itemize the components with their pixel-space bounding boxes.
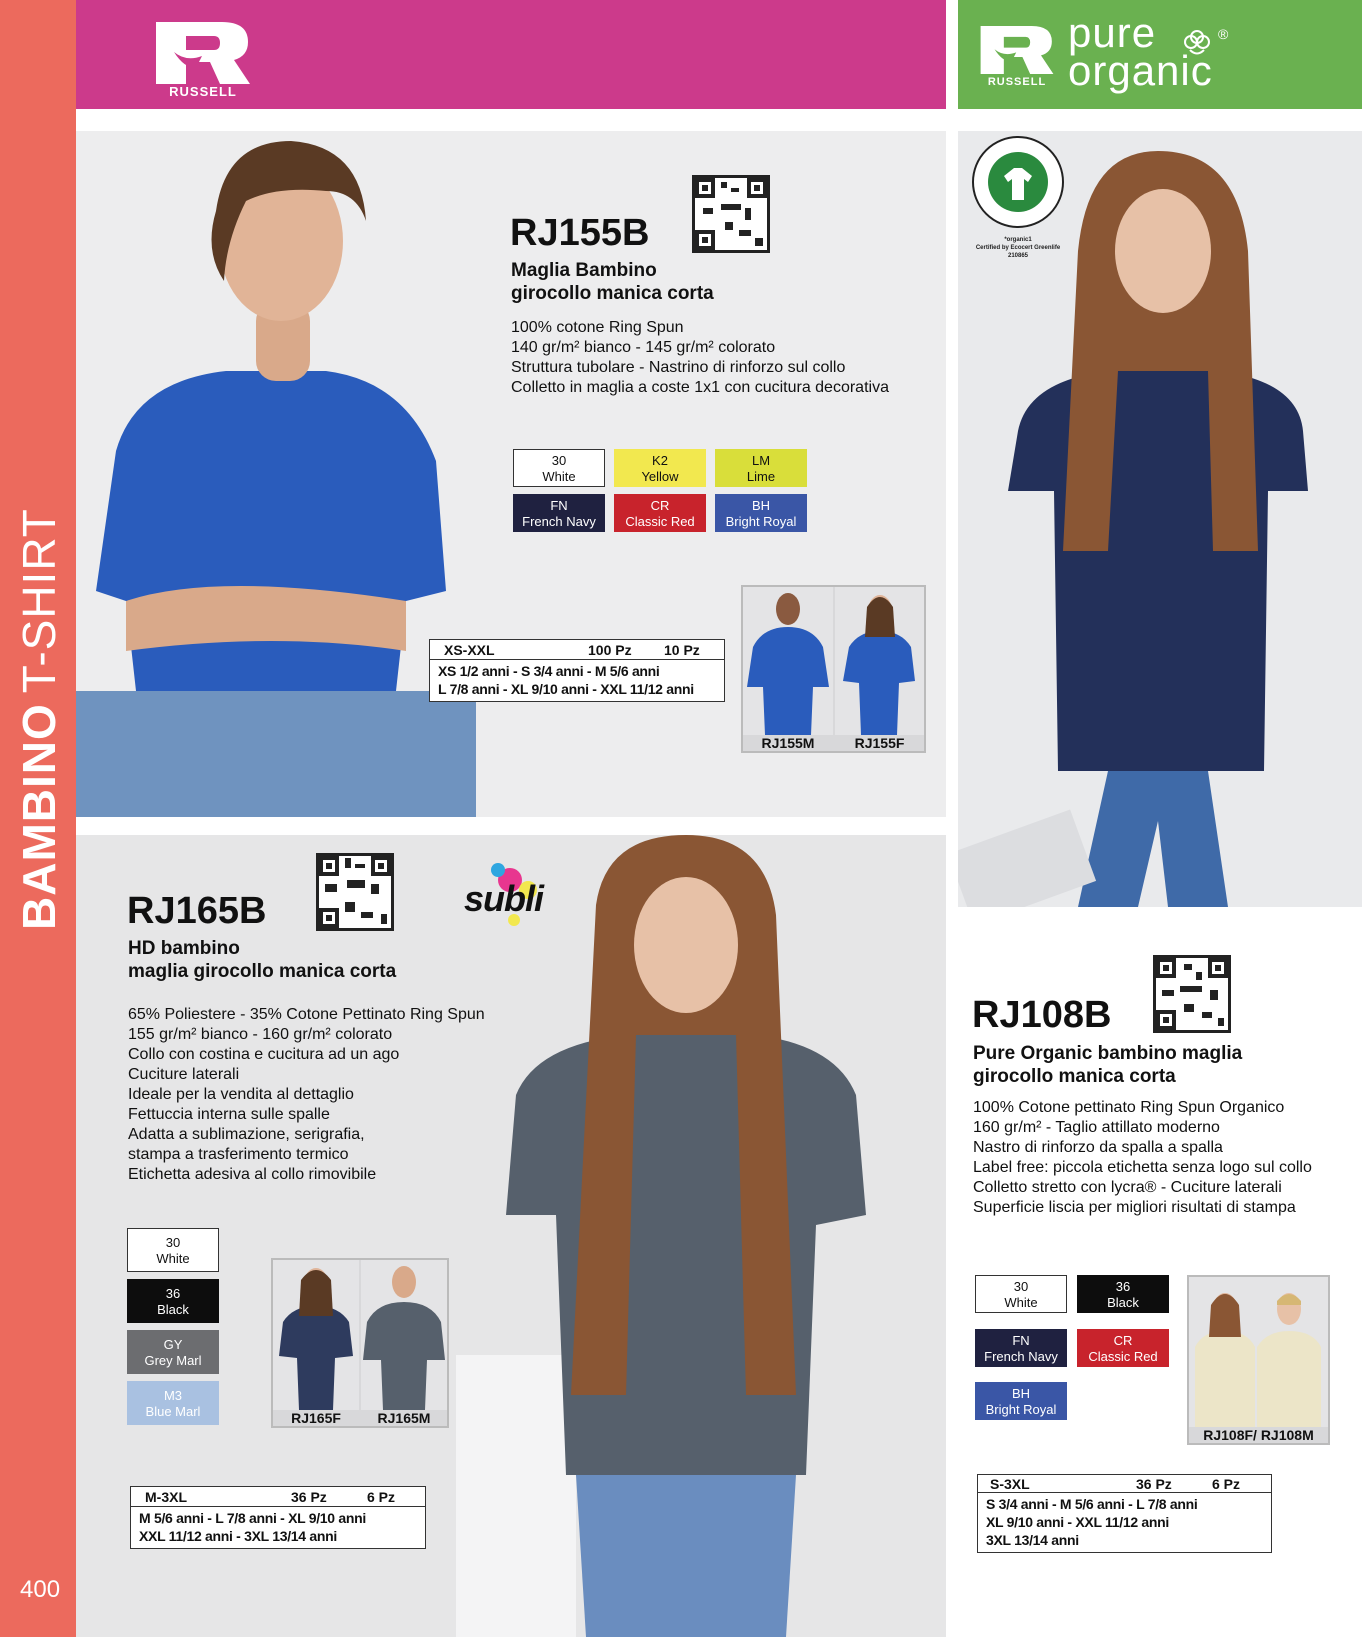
rj165b-description [128, 1005, 485, 1185]
gots-caption-line: 210865 [1007, 253, 1029, 259]
swatch-code: 30 [165, 1235, 181, 1250]
section-title [14, 508, 64, 930]
swatch-name: Yellow [641, 469, 679, 484]
rj108b-code: RJ108B [972, 994, 1112, 1036]
swatch-code: 36 [165, 1286, 181, 1301]
swatch-code: BH [1011, 1386, 1031, 1401]
swatch-name: Grey Marl [144, 1353, 202, 1368]
qr-code-icon [695, 178, 767, 250]
rj155b-subtitle-line: Maglia Bambino [511, 260, 657, 281]
girl-grey-shirt-photo-icon [456, 835, 946, 1637]
rj165b-desc-line: Collo con costina e cucitura ad un ago [128, 1046, 400, 1063]
pure-text: pure [1068, 9, 1157, 56]
rj155b-desc-line: Colletto in maglia a coste 1x1 con cucitura decorativa [511, 379, 889, 396]
swatch-code: FN [1012, 1333, 1030, 1348]
rj165b-desc-line: stampa a trasferimento termico [128, 1146, 349, 1163]
color-swatch [127, 1279, 219, 1323]
woman-model-thumb-icon [835, 587, 924, 735]
color-swatch [127, 1228, 219, 1272]
color-swatch [975, 1382, 1067, 1420]
color-swatch [127, 1330, 219, 1374]
swatch-name: Black [157, 1302, 189, 1317]
page-number: 400 [20, 1576, 61, 1603]
swatch-name: French Navy [522, 514, 596, 529]
gots-caption-line: Certified by Ecocert Greenlife [975, 245, 1061, 251]
swatch-name: Blue Marl [145, 1404, 201, 1419]
rj165b-desc-line: Cuciture laterali [128, 1066, 240, 1083]
swatch-name: Bright Royal [985, 1402, 1057, 1417]
rj165b-desc-line: Ideale per la vendita al dettaglio [128, 1086, 354, 1103]
swatch-code: LM [751, 453, 771, 468]
rj165b-subtitle-line: maglia girocollo manica corta [128, 961, 397, 982]
rj165b-desc-line: Fettuccia interna sulle spalle [128, 1106, 330, 1123]
rj165b-desc-line: 65% Poliestere - 35% Cotone Pettinato Ring Spun [128, 1006, 485, 1023]
rj108b-subtitle-line: Pure Organic bambino maglia [973, 1043, 1243, 1064]
thumb-label: RJ155F [854, 735, 905, 751]
pack-qty-1: 36 Pz [291, 1489, 327, 1505]
color-swatch [127, 1381, 219, 1425]
color-swatch [513, 449, 605, 487]
russell-wordmark-small: RUSSELL [987, 76, 1047, 88]
boy-photo-icon [76, 131, 496, 817]
size-row: XL 9/10 anni - XXL 11/12 anni [986, 1514, 1169, 1530]
rj155b-desc-line: 100% cotone Ring Spun [511, 319, 684, 336]
swatch-name: White [1004, 1295, 1038, 1310]
qr-code-icon [319, 856, 391, 928]
swatch-code: 30 [1013, 1279, 1029, 1294]
russell-wordmark: RUSSELL [169, 84, 237, 99]
rj108b-subtitle-line: girocollo manica corta [973, 1066, 1176, 1087]
size-range: XS-XXL [444, 642, 495, 658]
thumb-label: RJ165M [377, 1410, 431, 1426]
rj108b-desc-line: Label free: piccola etichetta senza logo sul collo [973, 1159, 1312, 1176]
russell-r-icon-small [980, 26, 1054, 74]
rj108b-desc-line: Colletto stretto con lycra® - Cuciture laterali [973, 1179, 1282, 1196]
thumb-label: RJ108F/ RJ108M [1203, 1427, 1314, 1443]
thumb-label: RJ155M [761, 735, 815, 751]
size-table-header [978, 1475, 1271, 1493]
swatch-name: Bright Royal [725, 514, 797, 529]
swatch-code: 30 [551, 453, 567, 468]
rj108b-qr-code [1153, 955, 1231, 1033]
pack-qty-1: 36 Pz [1136, 1476, 1172, 1492]
rj155b-subtitle [511, 259, 714, 305]
man-grey-shirt-thumb-icon [361, 1260, 447, 1410]
color-swatch [715, 449, 807, 487]
size-range: M-3XL [145, 1489, 187, 1505]
couple-model-thumb-icon [1189, 1277, 1328, 1427]
swatch-name: Black [1107, 1295, 1139, 1310]
size-row: L 7/8 anni - XL 9/10 anni - XXL 11/12 anni [438, 681, 694, 697]
size-range: S-3XL [990, 1476, 1030, 1492]
color-swatch [513, 494, 605, 532]
section-title-bold: BAMBINO [13, 703, 65, 930]
man-model-thumb-icon [743, 587, 833, 735]
pack-qty-2: 6 Pz [367, 1489, 396, 1505]
swatch-code: 36 [1115, 1279, 1131, 1294]
rj155b-desc-line: Struttura tubolare - Nastrino di rinforzo sul collo [511, 359, 846, 376]
rj165b-desc-line: Adatta a sublimazione, serigrafia, [128, 1126, 365, 1143]
gots-caption [966, 236, 1070, 260]
rj155b-subtitle-line: girocollo manica corta [511, 283, 714, 304]
thumb-label: RJ165F [291, 1410, 341, 1426]
rj165b-size-table [130, 1486, 426, 1549]
subli-wordmark: subli [464, 878, 544, 919]
size-row: 3XL 13/14 anni [986, 1532, 1079, 1548]
color-swatch [975, 1329, 1067, 1367]
qr-code-icon [1156, 958, 1228, 1030]
woman-grey-shirt-thumb-icon [273, 1260, 359, 1410]
color-swatch [975, 1275, 1067, 1313]
swatch-code: K2 [652, 453, 668, 468]
rj155b-related-thumbnails [741, 585, 926, 753]
size-table-rows [978, 1493, 1271, 1552]
color-swatch [1077, 1329, 1169, 1367]
russell-r-icon [156, 22, 250, 84]
size-row: M 5/6 anni - L 7/8 anni - XL 9/10 anni [139, 1510, 366, 1526]
color-swatch [715, 494, 807, 532]
rj108b-subtitle [973, 1042, 1242, 1088]
rj165b-related-thumbnails [271, 1258, 449, 1428]
swatch-name: Classic Red [625, 514, 695, 529]
swatch-name: Lime [746, 469, 776, 484]
rj108b-related-thumbnails [1187, 1275, 1330, 1445]
size-row: XS 1/2 anni - S 3/4 anni - M 5/6 anni [438, 663, 660, 679]
cotton-flower-icon [1182, 30, 1212, 58]
swatch-code: M3 [163, 1388, 183, 1403]
pack-qty-2: 6 Pz [1212, 1476, 1241, 1492]
rj155b-desc-line: 140 gr/m² bianco - 145 gr/m² colorato [511, 339, 776, 356]
rj165b-desc-line: 155 gr/m² bianco - 160 gr/m² colorato [128, 1026, 393, 1043]
size-table-rows [131, 1507, 425, 1548]
size-table-header [131, 1487, 425, 1507]
swatch-name: White [542, 469, 576, 484]
rj155b-qr-code [692, 175, 770, 253]
rj108b-desc-line: Nastro di rinforzo da spalla a spalla [973, 1139, 1223, 1156]
swatch-name: White [156, 1251, 190, 1266]
size-row: XXL 11/12 anni - 3XL 13/14 anni [139, 1528, 337, 1544]
pack-qty-2: 10 Pz [664, 642, 700, 658]
registered-mark: ® [1218, 26, 1229, 42]
swatch-code: FN [550, 498, 568, 513]
rj165b-code: RJ165B [127, 890, 267, 932]
swatch-code: CR [1113, 1333, 1133, 1348]
rj165b-desc-line: Etichetta adesiva al collo rimovibile [128, 1166, 377, 1183]
swatch-code: CR [650, 498, 670, 513]
size-row: S 3/4 anni - M 5/6 anni - L 7/8 anni [986, 1496, 1198, 1512]
size-table-rows [430, 660, 724, 701]
rj108b-size-table [977, 1474, 1272, 1553]
rj155b-description [511, 318, 889, 398]
organic-text: organic [1068, 47, 1213, 94]
gots-caption-line: *organic1 [1004, 237, 1032, 243]
size-table-header [430, 640, 724, 660]
swatch-name: Classic Red [1088, 1349, 1158, 1364]
rj108b-desc-line: Superficie liscia per migliori risultati di stampa [973, 1199, 1296, 1216]
russell-logo-small [980, 26, 1054, 90]
rj108b-description [973, 1098, 1312, 1218]
rj108b-desc-line: 160 gr/m² - Taglio attillato moderno [973, 1119, 1220, 1136]
rj108b-desc-line: 100% Cotone pettinato Ring Spun Organico [973, 1099, 1285, 1116]
rj155b-code: RJ155B [510, 212, 650, 254]
color-swatch [614, 449, 706, 487]
russell-logo [156, 22, 250, 100]
rj165b-qr-code [316, 853, 394, 931]
rj165b-subtitle [128, 937, 396, 983]
rj155b-size-table [429, 639, 725, 702]
color-swatch [1077, 1275, 1169, 1313]
color-swatch [614, 494, 706, 532]
pack-qty-1: 100 Pz [588, 642, 632, 658]
section-title-light: T-SHIRT [13, 508, 65, 694]
swatch-code: BH [751, 498, 771, 513]
swatch-name: French Navy [984, 1349, 1058, 1364]
swatch-code: GY [163, 1337, 183, 1352]
rj165b-subtitle-line: HD bambino [128, 938, 240, 959]
